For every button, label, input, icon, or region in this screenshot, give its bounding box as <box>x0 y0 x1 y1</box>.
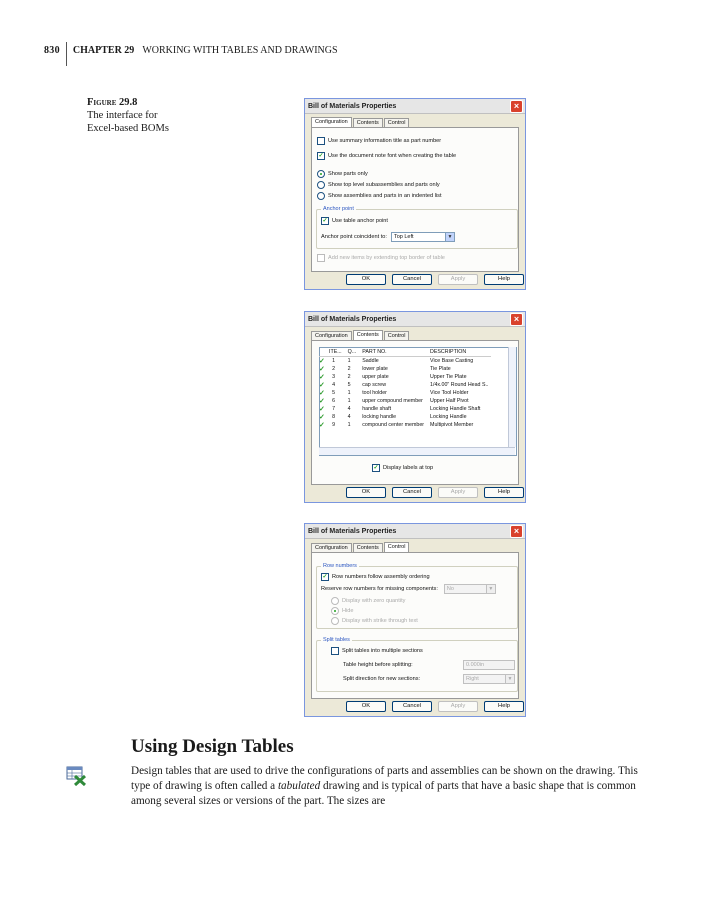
contents-table <box>319 348 491 429</box>
figure-label: Figure 29.8 <box>87 97 138 108</box>
split-direction-row <box>343 674 515 684</box>
bom-dialog-configuration <box>304 98 526 290</box>
table-cell: Vice Base Casting <box>430 358 474 364</box>
split-tables-group <box>316 637 518 692</box>
chapter-title: WORKING WITH TABLES AND DRAWINGS <box>142 44 338 56</box>
dialog-buttons <box>346 701 530 712</box>
table-row[interactable] <box>319 421 491 429</box>
use-summary-checkbox[interactable] <box>317 137 441 145</box>
checkbox-box <box>317 137 325 145</box>
checkbox-label: Add new items by extending top border of table <box>328 255 445 261</box>
ok-button[interactable]: OK <box>346 487 386 498</box>
ok-button[interactable]: OK <box>346 701 386 712</box>
contents-panel <box>311 340 519 485</box>
table-height-row <box>343 660 515 670</box>
field-label: Split direction for new sections: <box>343 676 421 682</box>
vertical-scrollbar[interactable] <box>508 347 516 447</box>
group-label: Split tables <box>323 637 350 643</box>
table-cell: Locking Handle <box>430 414 467 420</box>
chevron-down-icon: ▼ <box>486 585 495 593</box>
table-cell: 1 <box>347 358 351 364</box>
select-value: Right <box>466 676 479 682</box>
running-header <box>44 38 338 62</box>
radio-label: Show parts only <box>328 171 368 177</box>
chevron-down-icon: ▼ <box>505 675 514 683</box>
split-direction-select[interactable] <box>463 674 515 684</box>
table-cell: 2 <box>332 366 336 372</box>
control-panel <box>311 552 519 699</box>
dialog-title: Bill of Materials Properties <box>308 315 397 323</box>
table-cell: Upper Tie Plate <box>430 374 467 380</box>
table-cell: Saddle <box>362 358 379 364</box>
field-label: Anchor point coincident to: <box>321 234 387 240</box>
table-cell: Locking Handle Shaft <box>430 406 481 412</box>
chapter-label: CHAPTER 29 <box>72 44 135 56</box>
design-table-icon <box>66 766 86 786</box>
dialog-titlebar <box>305 99 525 114</box>
checkbox-label: Display labels at top <box>383 465 434 471</box>
tab-control[interactable]: Control <box>384 542 410 554</box>
paragraph-emphasis: tabulated <box>277 780 321 793</box>
column-header[interactable]: PART NO. <box>359 348 427 357</box>
checkbox-label: Row numbers follow assembly ordering <box>332 574 430 580</box>
dialog-titlebar <box>305 312 525 327</box>
check-icon: ✓ <box>319 414 325 421</box>
column-header[interactable]: ITE... <box>319 348 345 357</box>
help-button[interactable]: Help <box>484 701 524 712</box>
bom-dialog-control <box>304 523 526 717</box>
table-cell: Tie Plate <box>430 366 451 372</box>
configuration-panel <box>311 127 519 272</box>
table-row[interactable] <box>319 373 491 381</box>
table-cell: lower plate <box>362 366 388 372</box>
display-labels-checkbox[interactable] <box>372 464 433 472</box>
cancel-button[interactable]: Cancel <box>392 274 432 285</box>
help-button[interactable]: Help <box>484 487 524 498</box>
table-cell: 1 <box>332 358 336 364</box>
check-icon: ✓ <box>318 153 324 159</box>
radio-icon <box>317 192 325 200</box>
tab-contents[interactable]: Contents <box>353 543 383 553</box>
tab-contents[interactable]: Contents <box>353 330 383 342</box>
checkbox-label: Split tables into multiple sections <box>342 648 423 654</box>
column-header[interactable]: DESCRIPTION <box>427 348 491 357</box>
body-paragraph <box>131 764 651 810</box>
show-parts-radio[interactable] <box>317 170 368 178</box>
cancel-button[interactable]: Cancel <box>392 487 432 498</box>
table-cell: 6 <box>332 398 336 404</box>
table-cell: 3 <box>332 374 336 380</box>
table-row[interactable] <box>319 357 491 366</box>
radio-label: Display with strike through text <box>342 618 418 624</box>
check-icon: ✓ <box>319 398 325 405</box>
table-row[interactable] <box>319 389 491 397</box>
check-icon: ✓ <box>319 406 325 413</box>
dialog-title: Bill of Materials Properties <box>308 527 397 535</box>
tab-configuration[interactable]: Configuration <box>311 117 352 129</box>
table-cell: upper plate <box>362 374 389 380</box>
caption-line-1: The interface for <box>87 110 158 121</box>
radio-label: Display with zero quantity <box>342 598 406 604</box>
tab-contents[interactable]: Contents <box>353 118 383 128</box>
anchor-point-group <box>316 206 518 249</box>
check-icon: ✓ <box>322 218 328 224</box>
table-cell: 1 <box>347 390 351 396</box>
figure-caption <box>87 96 169 135</box>
horizontal-scrollbar[interactable] <box>319 447 515 455</box>
radio-label: Hide <box>342 608 354 614</box>
checkbox-label: Use table anchor point <box>332 218 388 224</box>
radio-icon <box>317 181 325 189</box>
table-cell: 4 <box>347 414 351 420</box>
table-cell: 2 <box>347 366 351 372</box>
column-header[interactable]: Q... <box>345 348 360 357</box>
apply-button[interactable]: Apply <box>438 274 478 285</box>
table-cell: tool holder <box>362 390 387 396</box>
table-row[interactable] <box>319 405 491 413</box>
check-icon: ✓ <box>319 382 325 389</box>
check-icon: ✓ <box>319 366 325 373</box>
input-value: 0.000in <box>466 662 485 668</box>
hide-radio[interactable] <box>331 607 354 615</box>
check-icon: ✓ <box>322 574 328 580</box>
dialog-buttons <box>346 274 530 285</box>
help-button[interactable]: Help <box>484 274 524 285</box>
table-cell: 1 <box>347 422 351 428</box>
check-icon: ✓ <box>373 465 379 471</box>
anchor-coincident-row <box>321 232 455 242</box>
table-row[interactable] <box>319 413 491 421</box>
field-label: Reserve row numbers for missing components: <box>321 586 438 592</box>
table-cell: 1/4x.00" Round Head S.. <box>430 382 489 388</box>
paragraph-text-2: drawing and is typical of parts that have a basic shape that is common among several sizes or versions of the part. The sizes are <box>131 780 636 808</box>
tab-control[interactable]: Control <box>384 118 410 128</box>
paragraph-text-1: Design tables that are used to drive the configurations of parts and assemblies can be shown on the drawing. This type of drawing is often called a <box>131 765 638 793</box>
ok-button[interactable]: OK <box>346 274 386 285</box>
table-cell: Upper Half Pivot <box>430 398 469 404</box>
cancel-button[interactable]: Cancel <box>392 701 432 712</box>
table-height-input[interactable] <box>463 660 515 670</box>
tab-configuration[interactable]: Configuration <box>311 543 352 553</box>
page-number: 830 <box>44 44 60 56</box>
table-row[interactable] <box>319 397 491 405</box>
checkbox-label: Use summary information title as part number <box>328 138 442 144</box>
table-cell: 8 <box>332 414 336 420</box>
display-strike-radio[interactable] <box>331 617 418 625</box>
checkbox-box <box>317 254 325 262</box>
group-label: Anchor point <box>323 206 354 212</box>
check-icon: ✓ <box>319 422 325 429</box>
table-cell: 9 <box>332 422 336 428</box>
table-cell: compound center member <box>362 422 425 428</box>
use-doc-font-checkbox[interactable] <box>317 152 456 160</box>
display-zero-radio[interactable] <box>331 597 405 605</box>
show-indented-radio[interactable] <box>317 192 442 200</box>
bom-dialog-contents <box>304 311 526 503</box>
select-value: No <box>446 586 454 592</box>
table-cell: upper compound member <box>362 398 423 404</box>
apply-button[interactable]: Apply <box>438 701 478 712</box>
check-icon: ✓ <box>319 390 325 397</box>
caption-line-2: Excel-based BOMs <box>87 123 169 134</box>
tab-configuration[interactable]: Configuration <box>311 331 352 341</box>
checkbox-box <box>331 647 339 655</box>
chevron-down-icon: ▼ <box>445 233 454 241</box>
header-divider <box>66 42 67 66</box>
show-top-radio[interactable] <box>317 181 440 189</box>
split-multiple-checkbox[interactable] <box>331 647 423 655</box>
dialog-buttons <box>346 487 530 498</box>
table-cell: 7 <box>332 406 336 412</box>
radio-label: Show assemblies and parts in an indented list <box>328 193 442 199</box>
check-icon: ✓ <box>319 358 325 365</box>
radio-icon <box>331 597 339 605</box>
radio-icon <box>331 607 339 615</box>
close-icon[interactable]: × <box>510 525 523 538</box>
section-heading: Using Design Tables <box>131 736 294 757</box>
checkbox-label: Use the document note font when creating the table <box>328 153 457 159</box>
table-cell: locking handle <box>362 414 397 420</box>
table-cell: handle shaft <box>362 406 392 412</box>
check-icon: ✓ <box>319 374 325 381</box>
reserve-select[interactable] <box>444 584 496 594</box>
row-numbers-group <box>316 563 518 629</box>
close-icon[interactable]: × <box>510 100 523 113</box>
table-cell: 2 <box>347 374 351 380</box>
table-cell: 4 <box>332 382 336 388</box>
close-icon[interactable]: × <box>510 313 523 326</box>
radio-icon <box>331 617 339 625</box>
apply-button[interactable]: Apply <box>438 487 478 498</box>
table-cell: Vice Tool Holder <box>430 390 469 396</box>
anchor-select[interactable] <box>391 232 455 242</box>
group-label: Row numbers <box>323 563 357 569</box>
table-cell: Multipivot Member <box>430 422 474 428</box>
reserve-row <box>321 584 496 594</box>
dialog-titlebar <box>305 524 525 539</box>
radio-label: Show top level subassemblies and parts only <box>328 182 440 188</box>
field-label: Table height before splitting: <box>343 662 413 668</box>
use-anchor-checkbox[interactable] <box>321 217 388 225</box>
add-rows-checkbox[interactable] <box>317 254 445 262</box>
table-row[interactable] <box>319 365 491 373</box>
table-cell: 5 <box>332 390 336 396</box>
radio-icon <box>317 170 325 178</box>
table-cell: 5 <box>347 382 351 388</box>
tab-control[interactable]: Control <box>384 331 410 341</box>
dialog-title: Bill of Materials Properties <box>308 102 397 110</box>
table-cell: 4 <box>347 406 351 412</box>
table-row[interactable] <box>319 381 491 389</box>
select-value: Top Left <box>393 234 414 240</box>
table-cell: 1 <box>347 398 351 404</box>
follow-assembly-checkbox[interactable] <box>321 573 430 581</box>
table-cell: cap screw <box>362 382 387 388</box>
